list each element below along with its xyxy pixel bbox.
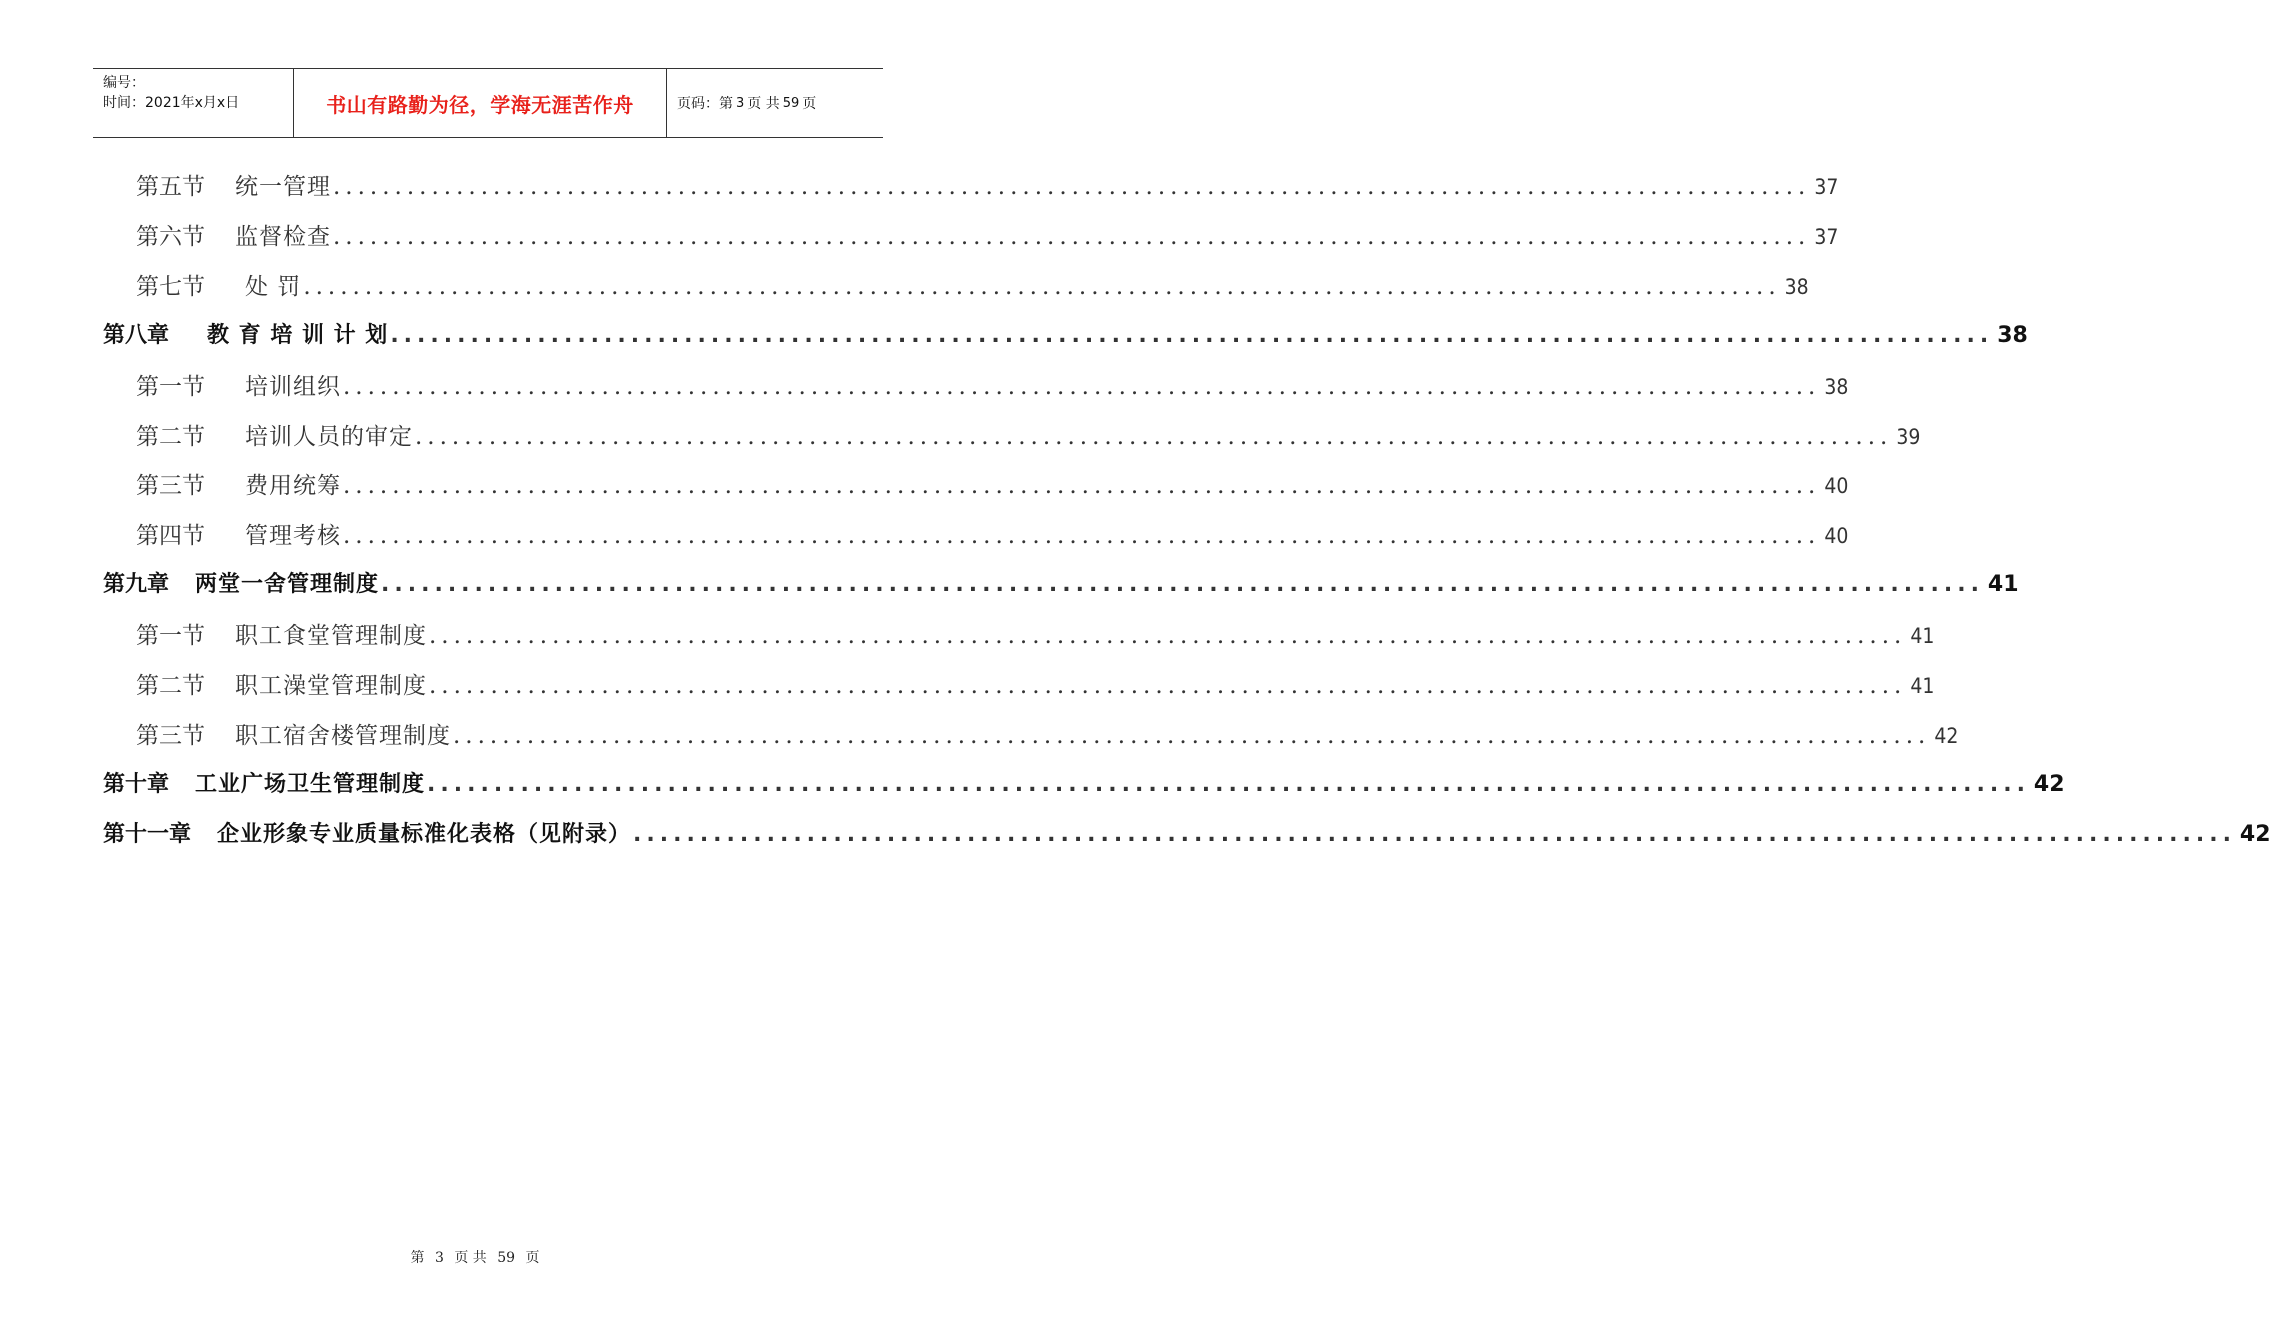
toc-entry-title: 培训组织 [245,373,341,400]
toc-entry-number: 第八章 [103,322,170,348]
toc-entry-title: 管理考核 [245,523,341,550]
toc-entry-title: 教 育 培 训 计 划 [207,322,389,348]
toc-section-row [136,717,1959,751]
toc-entry-title: 培训人员的审定 [245,423,413,450]
toc-leader-dots: ........................................................................................................................ [333,174,1811,200]
page-mid-label: 页 共 [747,96,780,112]
page-footer [0,1247,950,1267]
toc-section-row [136,617,1935,651]
toc-leader-dots: ........................................................................................................................ [343,473,1821,500]
toc-leader-dots: ........................................................................................................................ [427,771,2030,797]
toc-entry-title: 职工食堂管理制度 [235,623,427,650]
page-header [93,68,883,138]
toc-entry-number: 第十一章 [103,821,192,847]
footer-mid: 页 共 [454,1250,487,1266]
toc-entry-page: 37 [1814,175,1839,199]
footer-pre: 第 [410,1250,425,1266]
time-label: 时间：2021年x月x日 [103,95,240,111]
page-total: 59 [782,95,800,111]
toc-entry-page: 40 [1824,474,1849,499]
toc-section-row [136,667,1935,701]
toc-chapter-row [103,567,2019,601]
footer-post: 页 [525,1250,540,1266]
toc-leader-dots: ........................................................................................................................ [453,722,1931,749]
toc-entry-title: 两堂一舍管理制度 [195,572,380,598]
toc-leader-dots: ........................................................................................................................ [303,273,1781,300]
footer-page-number: 3 [434,1250,444,1266]
toc-section-row [136,467,1849,501]
toc-leader-dots: ........................................................................................................................ [429,673,1907,699]
toc-entry-number: 第五节 [136,174,205,200]
toc-entry-title: 企业形象专业质量标准化表格（见附录） [217,821,632,847]
footer-page-total: 59 [497,1250,516,1266]
page-end-label: 页 [802,96,817,112]
serial-label: 编号： [103,75,145,91]
toc-section-row [136,368,1849,402]
toc-entry-number: 第七节 [136,273,205,300]
toc-chapter-row [103,767,2065,801]
toc-entry-number: 第二节 [136,423,205,450]
toc-entry-title: 统一管理 [235,174,331,200]
toc-entry-number: 第十章 [103,771,170,797]
toc-entry-page: 37 [1814,224,1839,249]
toc-entry-title: 职工澡堂管理制度 [235,673,427,699]
toc-chapter-row [103,817,2271,851]
toc-leader-dots: ........................................................................................................................ [343,373,1821,400]
toc-entry-title: 费用统筹 [245,473,341,500]
toc-entry-page: 38 [1784,274,1809,299]
header-meta [93,69,294,137]
page-label: 页码：第 [677,96,733,112]
toc-entry-number: 第二节 [136,673,205,699]
toc-leader-dots: ........................................................................................................................ [633,821,2236,847]
toc-section-row [136,218,1839,252]
toc-leader-dots: ........................................................................................................................ [429,623,1907,650]
toc-entry-number: 第四节 [136,523,205,550]
page-number: 3 [736,95,745,111]
toc-section-row [136,268,1809,302]
toc-section-row [136,418,1921,452]
toc-entry-page: 42 [1934,723,1959,748]
toc-leader-dots: ........................................................................................................................ [390,322,1994,348]
header-motto: 书山有路勤为径，学海无涯苦作舟 [294,69,667,137]
toc-entry-number: 第三节 [136,473,205,500]
toc-entry-page: 40 [1824,524,1849,549]
toc-entry-page: 41 [1910,674,1935,698]
toc-entry-title: 处 罚 [245,273,302,300]
toc-entry-number: 第六节 [136,223,205,250]
toc-entry-title: 职工宿舍楼管理制度 [235,722,451,749]
toc-entry-number: 第一节 [136,623,205,650]
header-page-info [667,69,883,137]
toc-chapter-row [103,318,2028,352]
toc-entry-title: 工业广场卫生管理制度 [195,771,426,797]
toc-entry-number: 第九章 [103,572,170,598]
toc-entry-page: 41 [1987,572,2019,598]
toc-entry-page: 41 [1910,624,1935,649]
toc-section-row [136,517,1849,551]
toc-entry-page: 42 [2033,771,2065,797]
toc-section-row [136,168,1839,202]
toc-leader-dots: ........................................................................................................................ [381,572,1984,598]
toc-entry-page: 39 [1896,424,1921,449]
toc-entry-number: 第一节 [136,373,205,400]
toc-entry-page: 38 [1824,374,1849,399]
toc-leader-dots: ........................................................................................................................ [415,423,1893,450]
toc-entry-number: 第三节 [136,722,205,749]
toc-leader-dots: ........................................................................................................................ [343,523,1821,550]
toc-leader-dots: ........................................................................................................................ [333,223,1811,250]
toc-entry-page: 38 [1997,322,2028,348]
toc-entry-title: 监督检查 [235,223,331,250]
toc-entry-page: 42 [2239,821,2271,847]
